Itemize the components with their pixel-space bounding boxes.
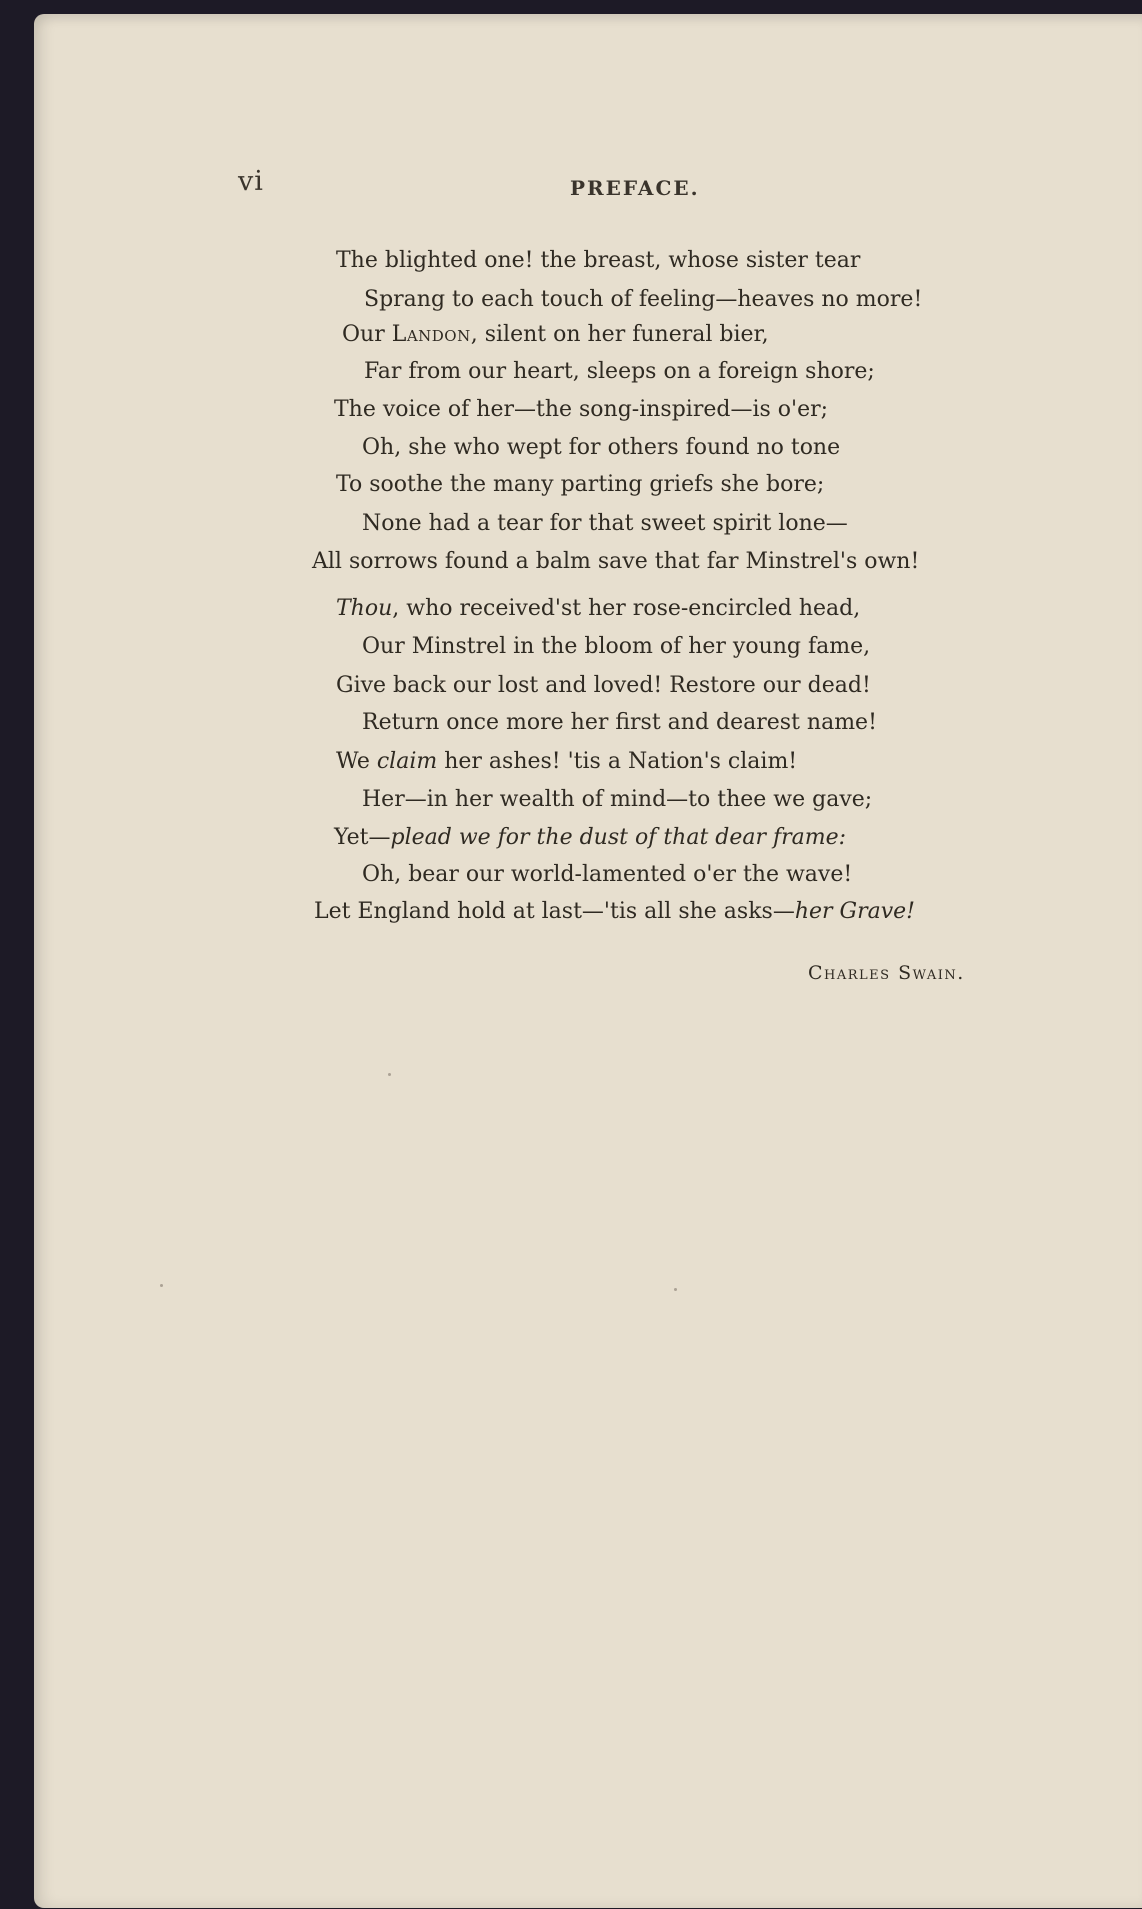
page-number: vi	[238, 166, 264, 197]
poem-line: All sorrows found a balm save that far Minstrel's own!	[312, 549, 920, 574]
emphasis: her Grave!	[794, 899, 916, 924]
emphasis: Thou	[336, 596, 393, 621]
emphasis: claim	[376, 749, 438, 774]
poem-line: To soothe the many parting griefs she bore;	[336, 472, 825, 497]
poem-line: Our Landon, silent on her funeral bier,	[342, 322, 769, 347]
paper-speck	[674, 1288, 677, 1291]
author-signature: Charles Swain.	[808, 962, 965, 984]
poem-line: Give back our lost and loved! Restore our dead!	[336, 673, 871, 698]
poem-line: Far from our heart, sleeps on a foreign shore;	[364, 359, 875, 384]
poem-line: Yet—plead we for the dust of that dear frame:	[334, 825, 847, 850]
poem-line: None had a tear for that sweet spirit lone—	[362, 511, 848, 536]
poet-name: Landon	[391, 322, 471, 347]
poem-line: Our Minstrel in the bloom of her young fame,	[362, 634, 871, 659]
paper-speck	[388, 1073, 391, 1076]
poem-line: The voice of her—the song-inspired—is o'er;	[334, 397, 829, 422]
poem-line: Return once more her first and dearest name!	[362, 710, 877, 735]
running-head: PREFACE.	[570, 176, 700, 200]
poem-line: Oh, bear our world-lamented o'er the wave!	[362, 862, 853, 887]
emphasis: plead we for the dust of that dear frame:	[390, 825, 847, 850]
poem-line: Oh, she who wept for others found no tone	[362, 435, 841, 460]
poem-line: Her—in her wealth of mind—to thee we gave;	[362, 787, 873, 812]
poem-line: Thou, who received'st her rose-encircled head,	[336, 596, 861, 621]
paper-speck	[160, 1284, 163, 1287]
poem-line: The blighted one! the breast, whose sister tear	[336, 248, 861, 273]
poem-line: We claim her ashes! 'tis a Nation's claim!	[336, 749, 798, 774]
poem-line: Let England hold at last—'tis all she asks—her Grave!	[314, 899, 916, 924]
poem-line: Sprang to each touch of feeling—heaves no more!	[364, 287, 923, 312]
